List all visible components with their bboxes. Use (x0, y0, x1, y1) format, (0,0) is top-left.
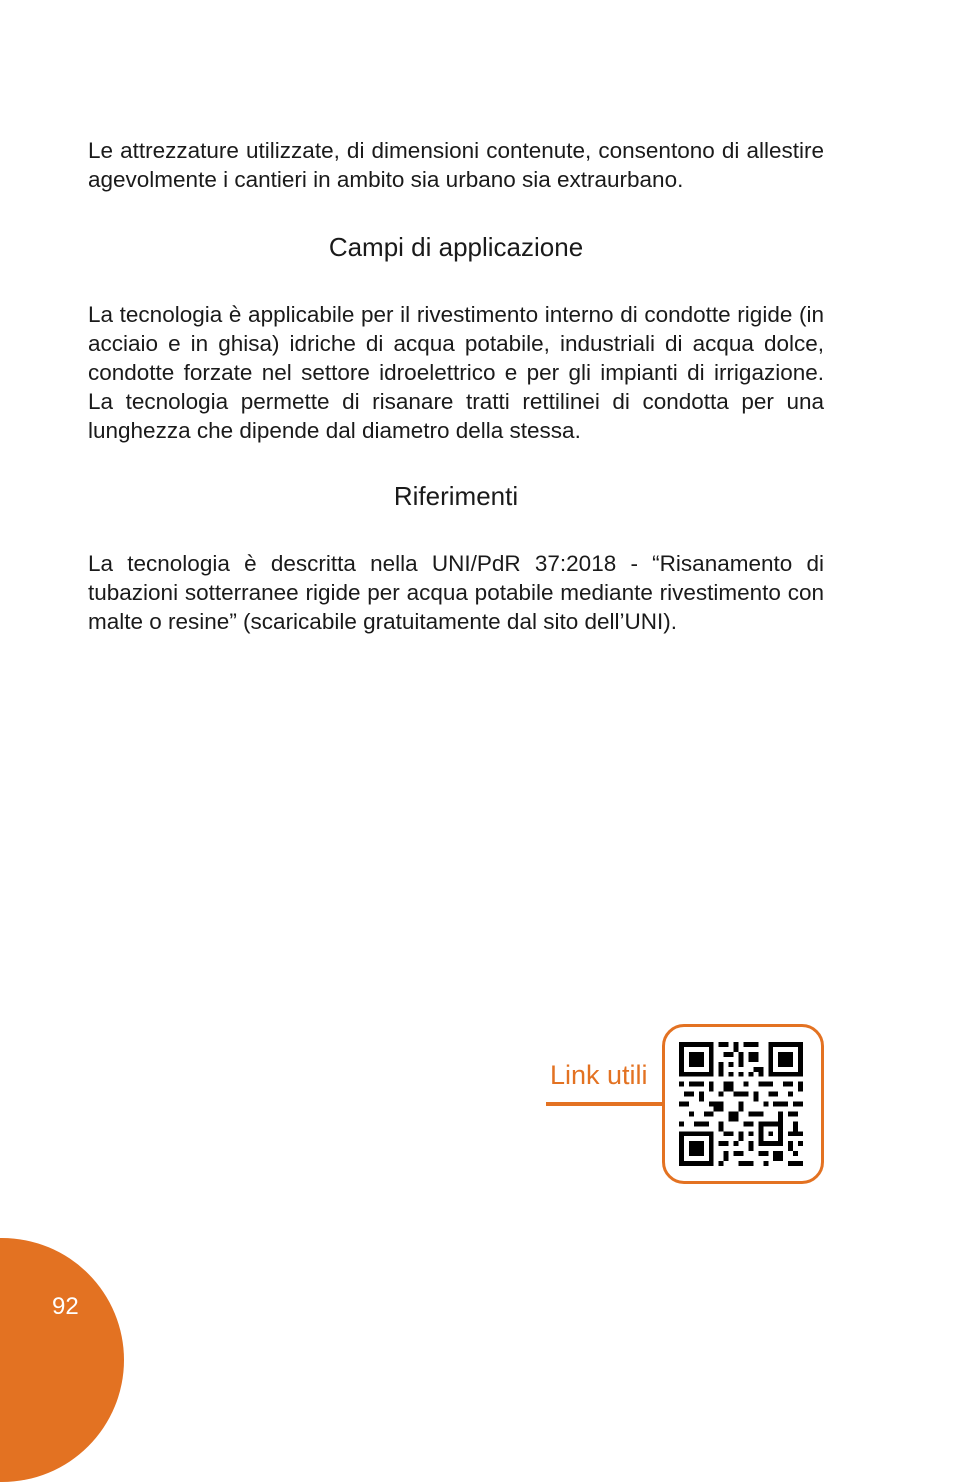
qr-code-icon[interactable] (679, 1042, 803, 1166)
references-heading: Riferimenti (393, 481, 519, 511)
page-body (88, 136, 824, 636)
page-number: 92 (52, 1293, 79, 1320)
applications-paragraph: La tecnologia è applicabile per il rivestimento interno di condotte rigide (in acciaio e in ghisa) idriche di acqua potabile, industriali di acqua dolce, condotte forzate nel settore idroelettrico e per gli impianti di irrigazione. La tecnologia permette di risanare tratti rettilinei di condotta per una lunghezza che dipende dal diametro della stessa. (88, 302, 824, 443)
qr-code-frame[interactable] (662, 1024, 824, 1184)
useful-links-label: Link utili (550, 1060, 648, 1090)
intro-paragraph: Le attrezzature utilizzate, di dimensioni contenute, consentono di allestire agevolmente i cantieri in ambito sia urbano sia extraurbano. (88, 138, 824, 192)
page-number-tab (0, 1238, 124, 1482)
references-paragraph: La tecnologia è descritta nella UNI/PdR 37:2018 - “Risanamento di tubazioni sotterranee rigide per acqua potabile mediante rivestimento con malte o resine” (scaricabile gratuitamente dal sito dell’UNI). (88, 551, 824, 634)
useful-links-box (546, 1024, 826, 1186)
useful-links-underline (546, 1102, 664, 1106)
applications-heading: Campi di applicazione (328, 232, 584, 262)
